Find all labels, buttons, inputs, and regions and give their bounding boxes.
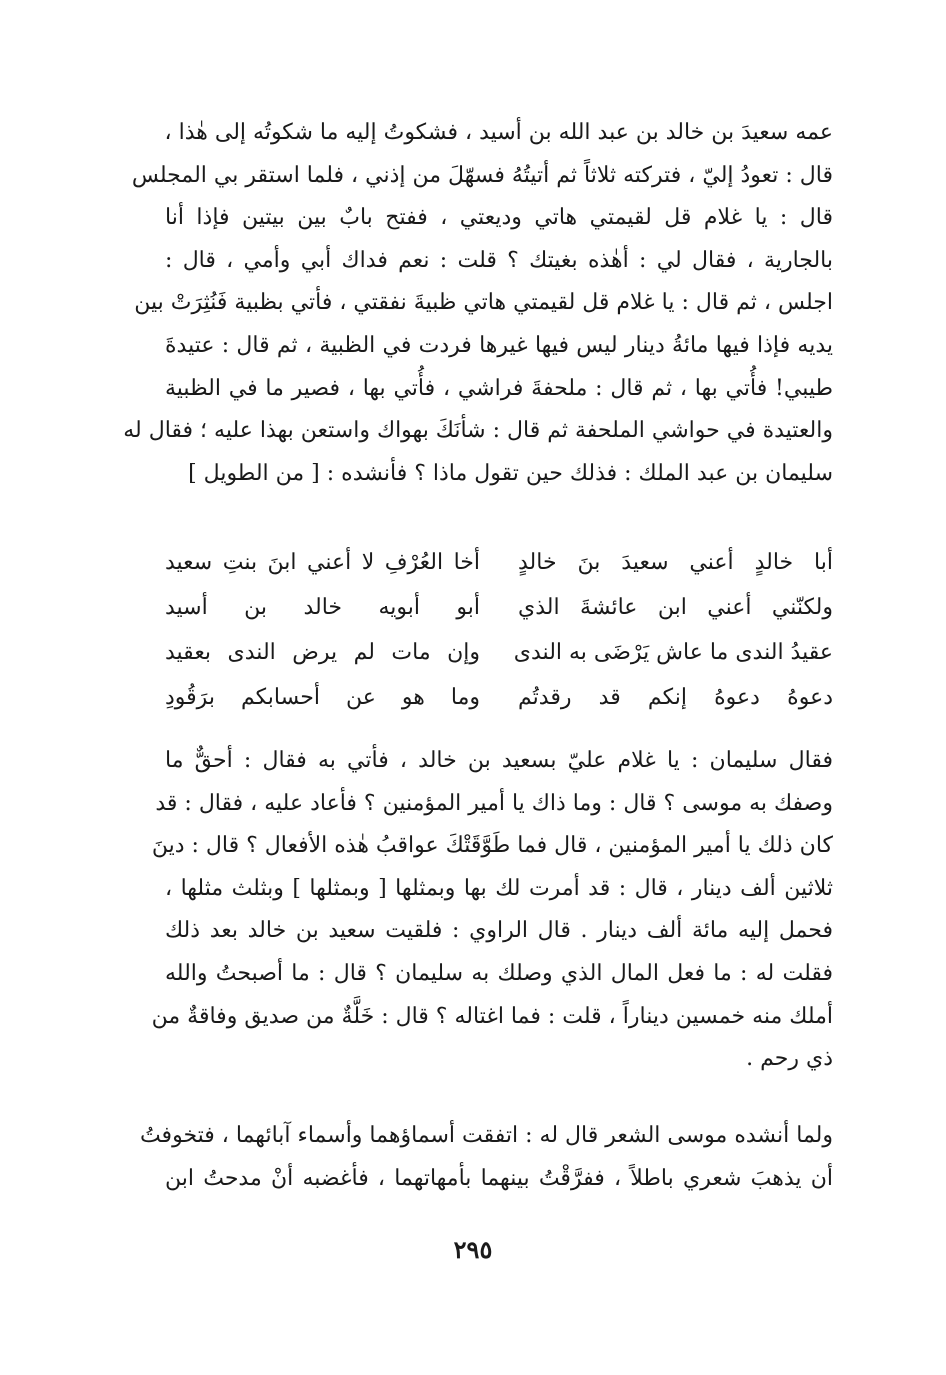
text-line: طيبي! فأُتي بها ، ثم قال : ملحفةَ فراشي ، فأُتي بها ، فصير ما في الظبية — [165, 375, 833, 401]
verse-second-hemistich: أبو أبويه خالد بن أسيد — [165, 595, 480, 620]
text-line: كان ذلك يا أمير المؤمنين ، قال فما طَوَّقَتْكَ عواقبُ هٰذه الأفعال ؟ قال : دينَ — [151, 833, 833, 859]
top-paragraph — [123, 112, 833, 495]
text-line: فحمل إليه مائة ألف دينار . قال الراوي : فلقيت سعيد بن خالد بعد ذلك — [165, 918, 833, 944]
verse-first-hemistich: أبا خالدٍ أعني سعيدَ بنَ خالدٍ — [518, 550, 833, 575]
verse-second-hemistich: وإن مات لم يرض الندى بعقيد — [165, 640, 480, 665]
poem-verse — [165, 585, 833, 630]
verse-first-hemistich: دعوهُ دعوهُ إنكم قد رقدتُم — [518, 685, 833, 710]
verse-first-hemistich: ولكنّني أعني ابن عائشةَ الذي — [518, 595, 833, 620]
page-number: ٢٩٥ — [453, 1235, 493, 1264]
text-line: ثلاثين ألف دينار ، قال : قد أمرت لك بها وبمثلها [ وبمثلها ] وبثلث مثلها ، — [165, 875, 833, 901]
verse-first-hemistich: عقيدُ الندى ما عاش يَرْضَى به الندى — [513, 640, 833, 665]
poem-verse — [165, 675, 833, 720]
verse-second-hemistich: أخا العُرْفِ لا أعني ابنَ بنتِ سعيد — [165, 550, 480, 575]
text-line: أن يذهبَ شعري باطلاً ، ففرَّقْتُ بينهما بأمهاتهما ، فأغضبه أنْ مدحتُ ابن — [165, 1165, 833, 1191]
text-line: عمه سعيدَ بن خالد بن عبد الله بن أسيد ، فشكوتُ إليه ما شكوتُه إلى هٰذا ، — [164, 120, 833, 145]
poem — [165, 540, 833, 720]
text-line: بالجارية ، فقال لي : أهٰذه بغيتك ؟ قلت : نعم فداك أبي وأمي ، قال : — [165, 247, 833, 273]
text-line: وصفك به موسى ؟ قال : وما ذاك يا أمير المؤمنين ؟ فأعاد عليه ، فقال : قد — [155, 790, 833, 816]
bottom-paragraph — [139, 1115, 833, 1200]
text-line: والعتيدة في حواشي الملحفة ثم قال : شأنَكَ بهواك واستعن بهذا عليه ؛ فقال له — [123, 418, 833, 444]
poem-verse — [165, 630, 833, 675]
text-line: اجلس ، ثم قال : يا غلام قل لقيمتي هاتي ظبيةَ نفقتي ، فأتي بظبية فَنُثِرَتْ بين — [134, 290, 833, 316]
text-line: فقال سليمان : يا غلام عليّ بسعيد بن خالد ، فأتي به فقال : أحقٌّ ما — [165, 748, 833, 773]
poem-verse — [165, 540, 833, 585]
text-line: فقلت له : ما فعل المال الذي وصلك به سليمان ؟ قال : ما أصبحتُ والله — [165, 960, 833, 986]
text-line: قال : تعودُ إليّ ، فتركته ثلاثاً ثم أتيتُهُ فسهّلَ من إذني ، فلما استقر بي المجلس — [131, 162, 833, 188]
text-line: أملك منه خمسين ديناراً ، قلت : فما اغتاله ؟ قال : خَلَّةٌ من صديق وفاقةٌ من — [151, 1003, 833, 1029]
text-line: ذي رحم . — [746, 1046, 833, 1072]
text-line: ولما أنشده موسى الشعر قال له : اتفقت أسماؤهما وأسماء آبائهما ، فتخوفتُ — [139, 1123, 833, 1148]
verse-second-hemistich: وما هو عن أحسابكم برَقُودِ — [165, 685, 480, 710]
text-line: يديه فإذا فيها مائةُ دينار ليس فيها غيرها فردت في الظبية ، ثم قال : عتيدةَ — [165, 332, 833, 358]
text-line: قال : يا غلام قل لقيمتي هاتي وديعتي ، ففتح بابٌ بين بيتين فإذا أنا — [165, 205, 833, 231]
middle-paragraph — [151, 740, 833, 1081]
text-line: سليمان بن عبد الملك : فذلك حين تقول ماذا ؟ فأنشده : [ من الطويل ] — [188, 460, 833, 486]
